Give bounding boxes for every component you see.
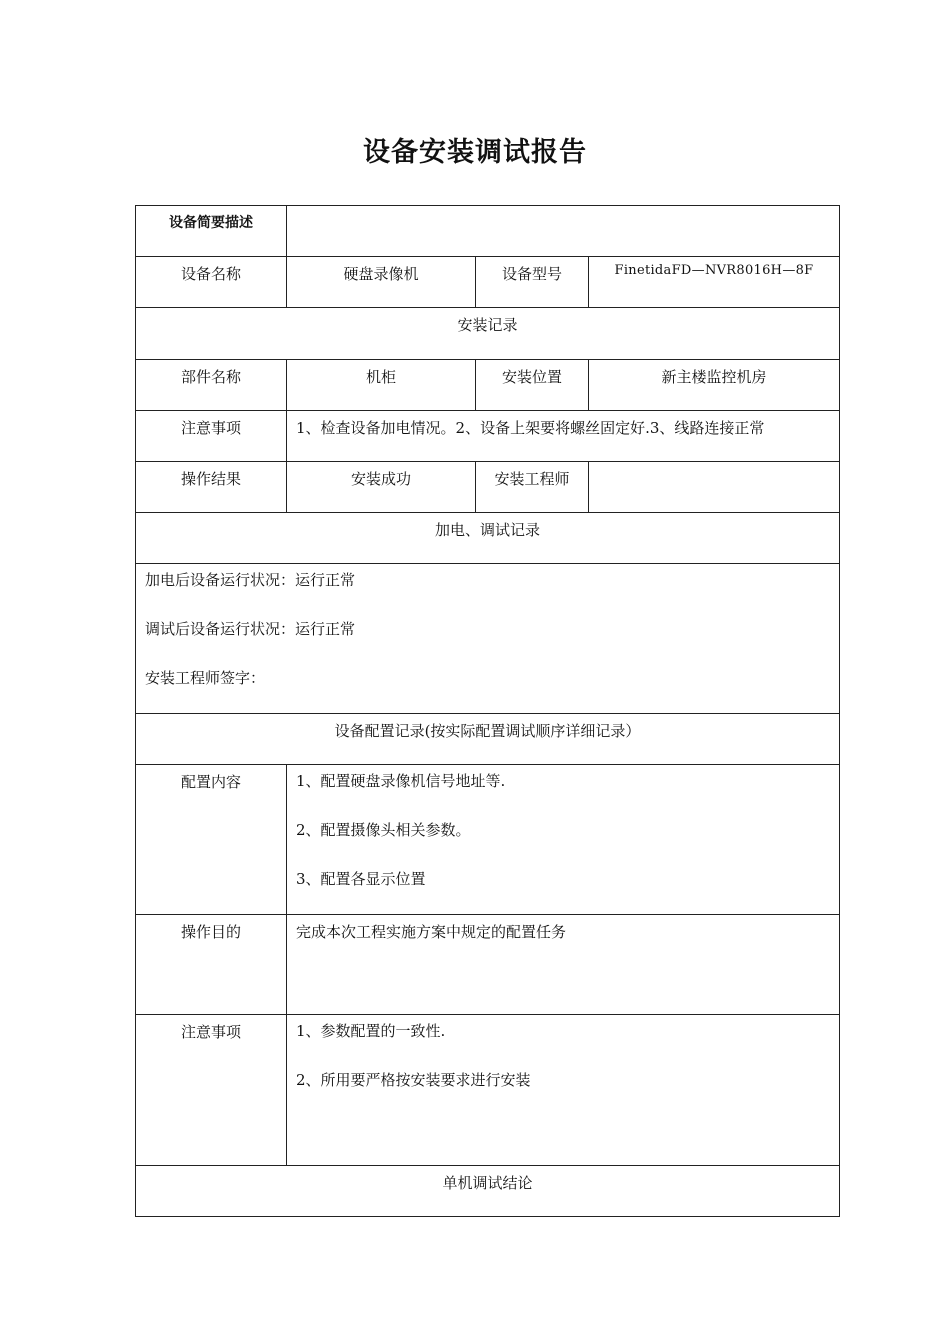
row-result — [136, 462, 840, 513]
row-power-records — [136, 564, 840, 714]
row-config-section — [136, 714, 840, 765]
install-section-title: 安装记录 — [136, 308, 840, 360]
row-power-section — [136, 513, 840, 564]
purpose-label: 操作目的 — [136, 915, 287, 1015]
device-model-label: 设备型号 — [476, 257, 589, 308]
install-location-value[interactable]: 新主楼监控机房 — [589, 360, 840, 411]
config-content-value[interactable] — [287, 765, 840, 915]
debug-status-line: 调试后设备运行状况：运行正常 — [145, 620, 356, 638]
caution-item-2: 2、所用要严格按安装要求进行安装 — [296, 1071, 531, 1089]
result-label: 操作结果 — [136, 462, 287, 513]
row-device — [136, 257, 840, 308]
brief-label: 设备简要描述 — [136, 206, 287, 257]
row-config-content — [136, 765, 840, 915]
engineer-label: 安装工程师 — [476, 462, 589, 513]
engineer-signature-line[interactable]: 安装工程师签字： — [145, 669, 266, 687]
result-value[interactable]: 安装成功 — [287, 462, 476, 513]
purpose-value[interactable]: 完成本次工程实施方案中规定的配置任务 — [287, 915, 840, 1015]
document-title: 设备安装调试报告 — [363, 137, 587, 168]
power-status-line: 加电后设备运行状况：运行正常 — [145, 571, 356, 589]
device-name-label: 设备名称 — [136, 257, 287, 308]
row-conclusion-section — [136, 1166, 840, 1217]
row-brief — [136, 206, 840, 257]
config-section-title: 设备配置记录(按实际配置调试顺序详细记录） — [136, 714, 840, 765]
device-name-value[interactable]: 硬盘录像机 — [287, 257, 476, 308]
row-caution — [136, 1015, 840, 1166]
row-purpose — [136, 915, 840, 1015]
row-notes — [136, 411, 840, 462]
power-records — [136, 564, 840, 714]
caution-label: 注意事项 — [136, 1015, 287, 1166]
caution-value[interactable] — [287, 1015, 840, 1166]
part-name-value[interactable]: 机柜 — [287, 360, 476, 411]
engineer-value[interactable] — [589, 462, 840, 513]
conclusion-section-title: 单机调试结论 — [136, 1166, 840, 1217]
report-table — [135, 205, 840, 1217]
device-model-value[interactable]: FinetidaFD—NVR8016H—8F — [589, 257, 840, 308]
power-section-title: 加电、调试记录 — [136, 513, 840, 564]
notes-label: 注意事项 — [136, 411, 287, 462]
config-item-3: 3、配置各显示位置 — [296, 870, 426, 888]
brief-value[interactable] — [287, 206, 840, 257]
config-item-1: 1、配置硬盘录像机信号地址等. — [296, 772, 506, 790]
config-content-label: 配置内容 — [136, 765, 287, 915]
caution-item-1: 1、参数配置的一致性. — [296, 1022, 446, 1040]
install-location-label: 安装位置 — [476, 360, 589, 411]
notes-value[interactable]: 1、检查设备加电情况。2、设备上架要将螺丝固定好.3、线路连接正常 — [287, 411, 840, 462]
row-part — [136, 360, 840, 411]
config-item-2: 2、配置摄像头相关参数。 — [296, 821, 471, 839]
part-name-label: 部件名称 — [136, 360, 287, 411]
row-install-section — [136, 308, 840, 360]
